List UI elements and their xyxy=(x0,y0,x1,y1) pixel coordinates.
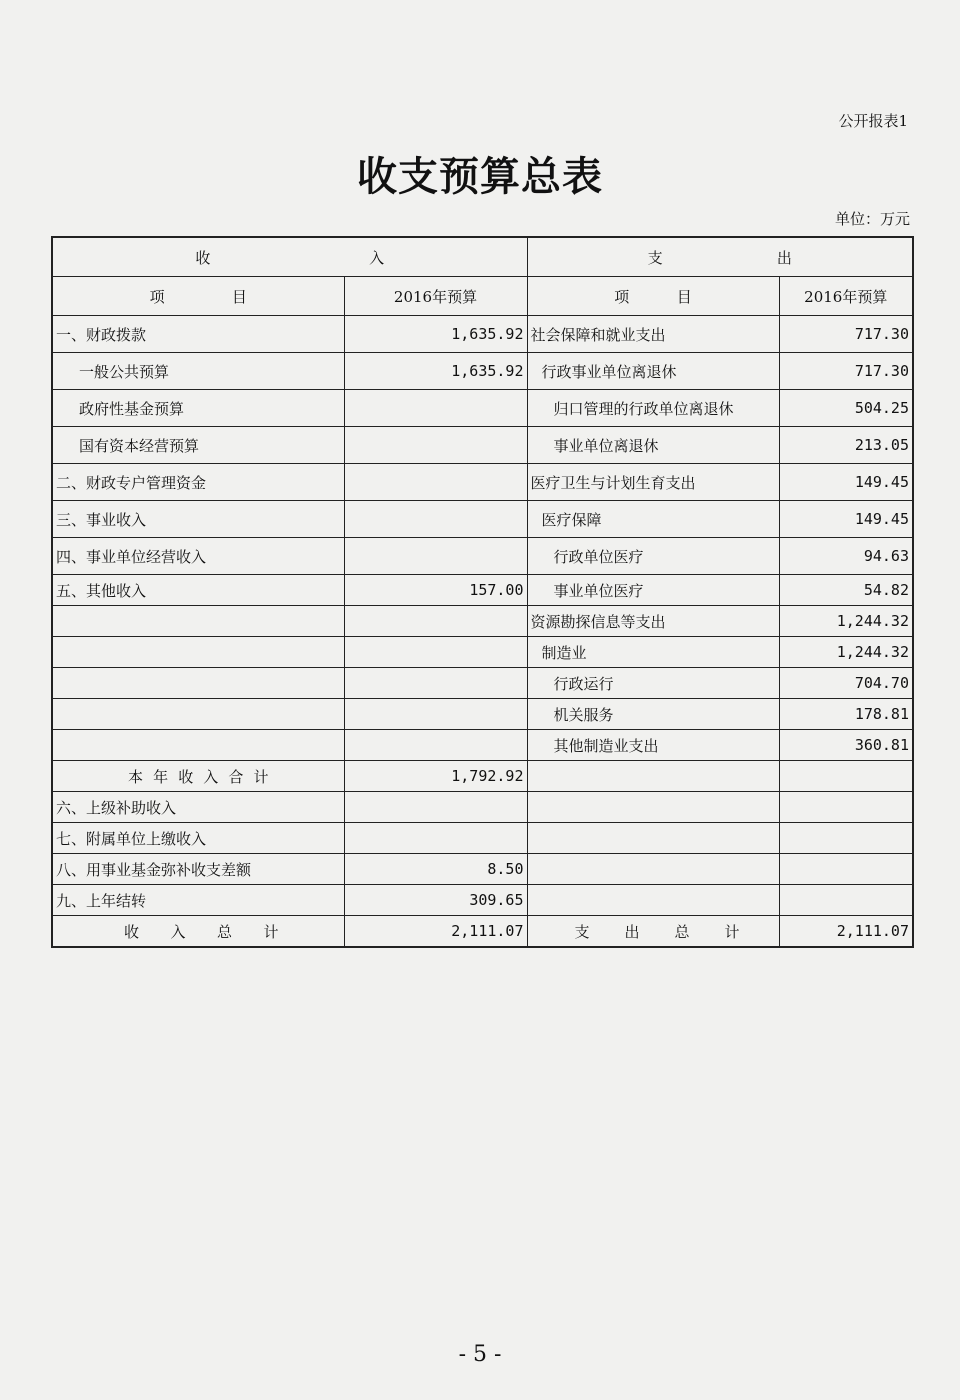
income-item: 七、附属单位上缴收入 xyxy=(52,823,344,854)
income-value: 1,635.92 xyxy=(344,316,527,353)
income-value xyxy=(344,427,527,464)
expense-value: 360.81 xyxy=(779,730,913,761)
table-row xyxy=(52,854,913,885)
income-value: 1,635.92 xyxy=(344,353,527,390)
table-row xyxy=(52,464,913,501)
empty-cell xyxy=(779,885,913,916)
income-value xyxy=(344,730,527,761)
income-item: 九、上年结转 xyxy=(52,885,344,916)
income-value xyxy=(344,637,527,668)
expense-value: 149.45 xyxy=(779,501,913,538)
table-row xyxy=(52,353,913,390)
income-group-char: 入 xyxy=(369,248,385,267)
income-item: 二、财政专户管理资金 xyxy=(52,464,344,501)
table-row xyxy=(52,575,913,606)
header-group-row xyxy=(52,237,913,277)
income-item xyxy=(52,668,344,699)
table-row xyxy=(52,885,913,916)
page-number: - 5 - xyxy=(458,1342,502,1367)
expense-item: 医疗卫生与计划生育支出 xyxy=(527,464,779,501)
empty-cell xyxy=(527,854,779,885)
expense-item: 社会保障和就业支出 xyxy=(527,316,779,353)
empty-cell xyxy=(779,761,913,792)
table-row xyxy=(52,606,913,637)
unit-label: 单位：万元 xyxy=(834,210,910,228)
subtotal-char: 入 xyxy=(203,767,219,786)
total-char: 收 xyxy=(124,922,140,941)
subtotal-value: 1,792.92 xyxy=(344,761,527,792)
subtotal-char: 年 xyxy=(153,767,169,786)
expense-value: 717.30 xyxy=(779,353,913,390)
income-value xyxy=(344,464,527,501)
page-title: 收支预算总表 xyxy=(357,154,603,200)
header-char: 项 xyxy=(149,287,165,306)
income-value xyxy=(344,668,527,699)
expense-group-char: 出 xyxy=(776,248,792,267)
income-item xyxy=(52,606,344,637)
income-value xyxy=(344,699,527,730)
income-item: 四、事业单位经营收入 xyxy=(52,538,344,575)
expense-value: 504.25 xyxy=(779,390,913,427)
expense-value: 54.82 xyxy=(779,575,913,606)
total-char: 总 xyxy=(674,922,690,941)
expense-item: 资源勘探信息等支出 xyxy=(527,606,779,637)
income-item: 国有资本经营预算 xyxy=(52,427,344,464)
expense-value: 717.30 xyxy=(779,316,913,353)
header-column-row xyxy=(52,277,913,316)
subtotal-char: 计 xyxy=(253,767,269,786)
expense-value: 1,244.32 xyxy=(779,606,913,637)
income-item: 一、财政拨款 xyxy=(52,316,344,353)
subtotal-char: 本 xyxy=(128,767,144,786)
income-total-value: 2,111.07 xyxy=(344,916,527,948)
income-item: 三、事业收入 xyxy=(52,501,344,538)
table-row xyxy=(52,538,913,575)
table-row xyxy=(52,501,913,538)
empty-cell xyxy=(779,854,913,885)
income-item: 六、上级补助收入 xyxy=(52,792,344,823)
empty-cell xyxy=(527,885,779,916)
empty-cell xyxy=(779,792,913,823)
income-value xyxy=(344,792,527,823)
income-item: 一般公共预算 xyxy=(52,353,344,390)
empty-cell xyxy=(527,823,779,854)
subtotal-row xyxy=(52,761,913,792)
expense-value: 149.45 xyxy=(779,464,913,501)
expense-total-value: 2,111.07 xyxy=(779,916,913,948)
header-char: 目 xyxy=(231,287,247,306)
income-item-header xyxy=(52,277,344,316)
table-row xyxy=(52,668,913,699)
budget-table xyxy=(51,236,914,948)
income-item: 八、用事业基金弥补收支差额 xyxy=(52,854,344,885)
total-char: 支 xyxy=(574,922,590,941)
total-char: 总 xyxy=(216,922,232,941)
expense-value: 94.63 xyxy=(779,538,913,575)
empty-cell xyxy=(527,761,779,792)
income-budget-header: 2016年预算 xyxy=(344,277,527,316)
expense-budget-header: 2016年预算 xyxy=(779,277,913,316)
expense-item: 机关服务 xyxy=(527,699,779,730)
income-value: 309.65 xyxy=(344,885,527,916)
expense-item: 事业单位离退休 xyxy=(527,427,779,464)
table-row xyxy=(52,730,913,761)
report-id: 公开报表1 xyxy=(838,112,908,130)
expense-item: 制造业 xyxy=(527,637,779,668)
table-row xyxy=(52,390,913,427)
table-row xyxy=(52,699,913,730)
expense-value: 178.81 xyxy=(779,699,913,730)
table-row xyxy=(52,316,913,353)
income-value xyxy=(344,390,527,427)
expense-item: 行政事业单位离退休 xyxy=(527,353,779,390)
income-total-label xyxy=(52,916,344,948)
income-item xyxy=(52,699,344,730)
table-row xyxy=(52,427,913,464)
header-char: 项 xyxy=(614,287,630,306)
income-value xyxy=(344,606,527,637)
expense-item-header xyxy=(527,277,779,316)
total-row xyxy=(52,916,913,948)
expense-item: 事业单位医疗 xyxy=(527,575,779,606)
total-char: 计 xyxy=(724,922,740,941)
expense-total-label xyxy=(527,916,779,948)
expense-item: 其他制造业支出 xyxy=(527,730,779,761)
expense-item: 行政运行 xyxy=(527,668,779,699)
empty-cell xyxy=(527,792,779,823)
income-group-header xyxy=(52,237,527,277)
expense-group-char: 支 xyxy=(647,248,663,267)
income-value: 8.50 xyxy=(344,854,527,885)
total-char: 入 xyxy=(170,922,186,941)
table-row xyxy=(52,823,913,854)
total-char: 出 xyxy=(624,922,640,941)
table-row xyxy=(52,637,913,668)
income-value: 157.00 xyxy=(344,575,527,606)
income-group-char: 收 xyxy=(195,248,211,267)
expense-value: 1,244.32 xyxy=(779,637,913,668)
table-row xyxy=(52,792,913,823)
income-item: 五、其他收入 xyxy=(52,575,344,606)
income-value xyxy=(344,823,527,854)
income-item: 政府性基金预算 xyxy=(52,390,344,427)
expense-value: 704.70 xyxy=(779,668,913,699)
expense-item: 行政单位医疗 xyxy=(527,538,779,575)
subtotal-char: 收 xyxy=(178,767,194,786)
income-value xyxy=(344,501,527,538)
expense-value: 213.05 xyxy=(779,427,913,464)
income-item xyxy=(52,637,344,668)
header-char: 目 xyxy=(676,287,692,306)
expense-group-header xyxy=(527,237,913,277)
income-value xyxy=(344,538,527,575)
expense-item: 医疗保障 xyxy=(527,501,779,538)
expense-item: 归口管理的行政单位离退休 xyxy=(527,390,779,427)
subtotal-char: 合 xyxy=(228,767,244,786)
subtotal-label xyxy=(52,761,344,792)
empty-cell xyxy=(779,823,913,854)
total-char: 计 xyxy=(263,922,279,941)
income-item xyxy=(52,730,344,761)
